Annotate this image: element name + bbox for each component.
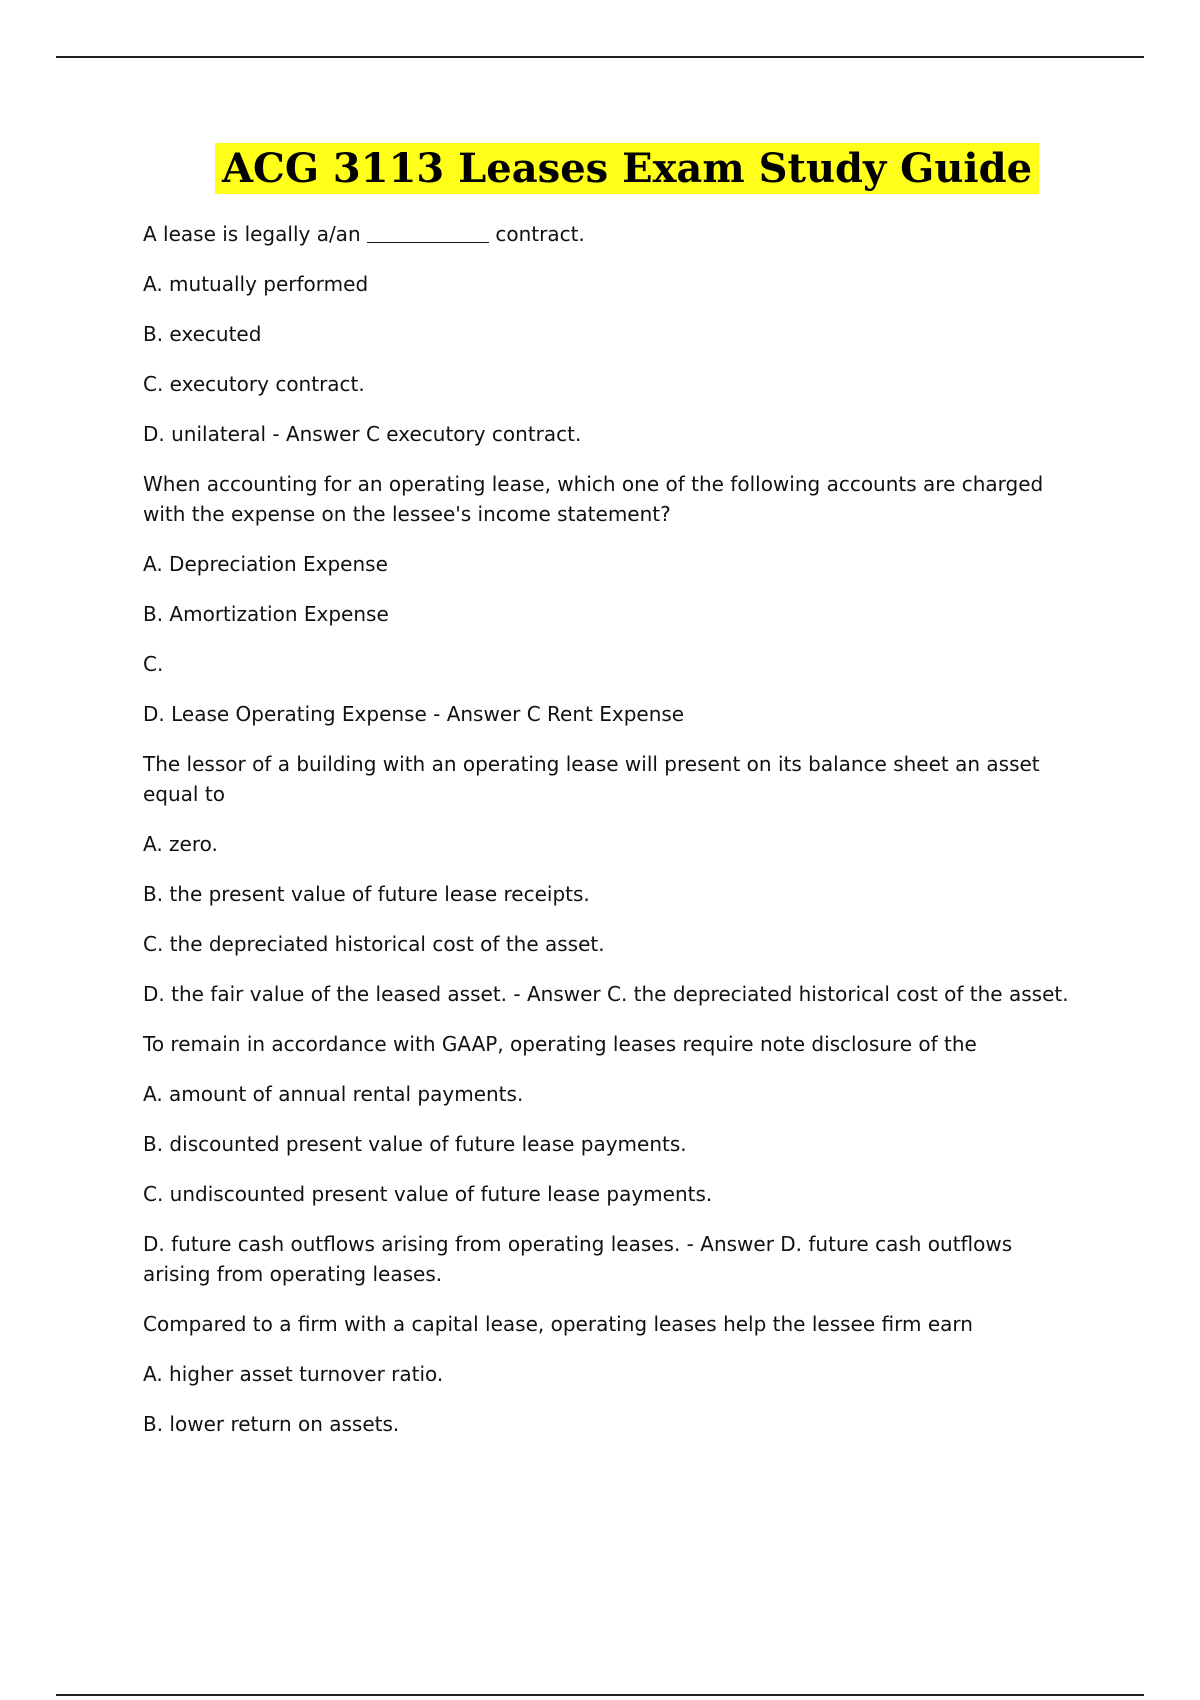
answer-option: A. Depreciation Expense [143, 552, 388, 576]
answer-option: B. lower return on assets. [143, 1412, 400, 1436]
top-rule [56, 56, 1144, 58]
answer-option: D. unilateral - Answer C executory contract. [143, 422, 582, 446]
question-line [143, 219, 1083, 249]
answer-option: C. executory contract. [143, 372, 365, 396]
answer-option: B. executed [143, 322, 262, 346]
answer-option: B. discounted present value of future lease payments. [143, 1132, 687, 1156]
answer-option: D. future cash outflows arising from operating leases. - Answer D. future cash outflows arising from operating leases. [143, 1232, 1013, 1286]
question-line: The lessor of a building with an operating lease will present on its balance sheet an asset equal to [143, 752, 1040, 806]
bottom-rule [56, 1694, 1144, 1696]
question-text-start: A lease is legally a/an [143, 222, 367, 246]
answer-option: A. mutually performed [143, 272, 369, 296]
document-body [143, 219, 1083, 1459]
question-line: To remain in accordance with GAAP, operating leases require note disclosure of the [143, 1032, 977, 1056]
answer-option: D. the fair value of the leased asset. - Answer C. the depreciated historical cost of the asset. [143, 982, 1069, 1006]
question-line: Compared to a firm with a capital lease, operating leases help the lessee firm earn [143, 1312, 973, 1336]
answer-option: B. the present value of future lease receipts. [143, 882, 590, 906]
answer-option: C. [143, 652, 164, 676]
answer-option: A. higher asset turnover ratio. [143, 1362, 444, 1386]
document-title: ACG 3113 Leases Exam Study Guide [221, 145, 1033, 192]
answer-option: B. Amortization Expense [143, 602, 389, 626]
question-line: When accounting for an operating lease, which one of the following accounts are charged with the expense on the lessee's income statement? [143, 472, 1044, 526]
answer-option: D. Lease Operating Expense - Answer C Rent Expense [143, 702, 685, 726]
answer-option: A. zero. [143, 832, 218, 856]
fill-in-blank [367, 224, 489, 243]
answer-option: A. amount of annual rental payments. [143, 1082, 524, 1106]
question-text-end: contract. [488, 222, 585, 246]
answer-option: C. the depreciated historical cost of the asset. [143, 932, 605, 956]
answer-option: C. undiscounted present value of future lease payments. [143, 1182, 713, 1206]
title-highlight [215, 143, 1039, 194]
